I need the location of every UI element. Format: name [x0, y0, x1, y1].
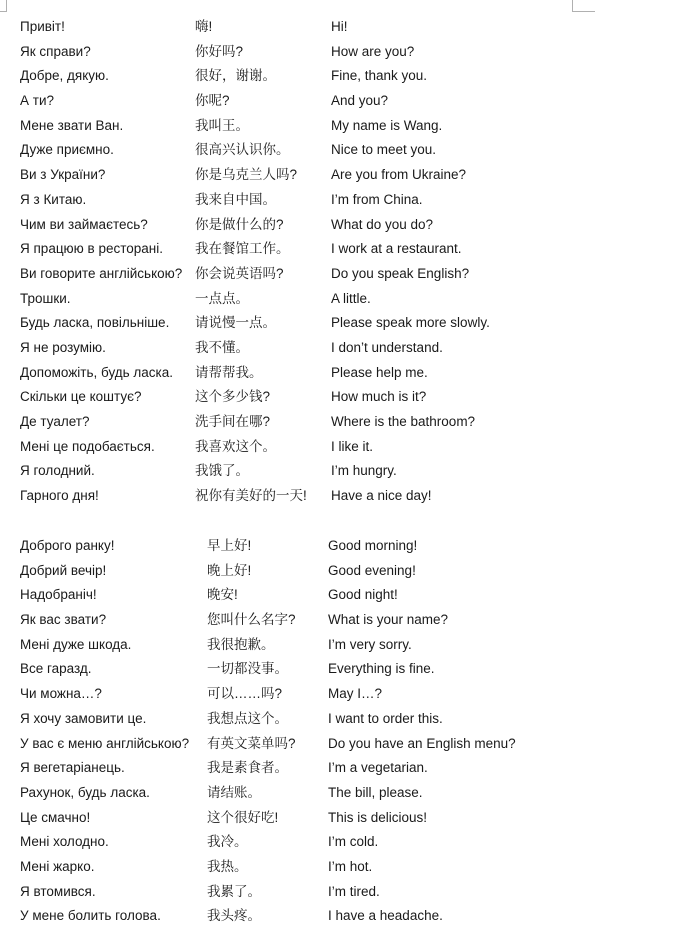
chinese-phrase: 你是做什么的? — [195, 216, 284, 232]
chinese-phrase: 这个很好吃! — [207, 809, 279, 825]
ukrainian-phrase: Чим ви займаєтесь? — [20, 216, 148, 232]
phrase-row — [20, 880, 548, 905]
chinese-phrase: 可以……吗? — [207, 686, 283, 702]
phrase-row — [20, 756, 548, 781]
phrase-row — [20, 732, 548, 757]
phrase-row — [20, 830, 548, 855]
english-phrase: Please help me. — [331, 364, 428, 380]
phrase-row — [20, 89, 551, 114]
ukrainian-phrase: Добре, дякую. — [20, 68, 109, 84]
phrase-row — [20, 608, 548, 633]
chinese-phrase: 祝你有美好的一天! — [195, 488, 307, 504]
chinese-phrase: 请帮帮我。 — [195, 364, 263, 380]
english-phrase: May I…? — [328, 686, 383, 702]
english-phrase: Fine, thank you. — [331, 68, 428, 84]
english-phrase: The bill, please. — [328, 784, 423, 800]
ukrainian-phrase: Скільки це коштує? — [20, 389, 142, 405]
chinese-phrase: 一切都没事。 — [207, 661, 288, 677]
ukrainian-phrase: Добрий вечір! — [20, 562, 107, 578]
chinese-phrase: 我累了。 — [207, 883, 261, 899]
ukrainian-phrase: А ти? — [20, 93, 54, 109]
english-phrase: Good evening! — [328, 562, 416, 578]
phrase-table-1 — [20, 15, 551, 509]
english-phrase: Are you from Ukraine? — [331, 167, 467, 183]
english-phrase: This is delicious! — [328, 809, 428, 825]
chinese-phrase: 你会说英语吗? — [195, 265, 284, 281]
english-phrase: I’m hot. — [328, 858, 373, 874]
phrase-row — [20, 114, 551, 139]
phrase-row — [20, 855, 548, 880]
ukrainian-phrase: Все гаразд. — [20, 661, 92, 677]
english-phrase: Good morning! — [328, 538, 418, 553]
english-phrase: Good night! — [328, 587, 398, 603]
phrase-row — [20, 633, 548, 658]
phrase-row — [20, 311, 551, 336]
english-phrase: I’m a vegetarian. — [328, 760, 428, 776]
phrase-row — [20, 707, 548, 732]
ukrainian-phrase: У мене болить голова. — [20, 908, 161, 924]
english-phrase: I have a headache. — [328, 908, 443, 924]
english-phrase: I like it. — [331, 438, 374, 454]
english-phrase: A little. — [331, 290, 371, 306]
chinese-phrase: 我热。 — [207, 858, 248, 874]
phrase-row — [20, 213, 551, 238]
chinese-phrase: 很好，谢谢。 — [195, 68, 276, 84]
chinese-phrase: 这个多少钱? — [195, 389, 271, 405]
ukrainian-phrase: Мені це подобається. — [20, 438, 155, 454]
english-phrase: I work at a restaurant. — [331, 241, 462, 257]
english-phrase: How much is it? — [331, 389, 427, 405]
english-phrase: Have a nice day! — [331, 488, 432, 504]
chinese-phrase: 我饿了。 — [195, 463, 249, 479]
phrase-row — [20, 904, 548, 929]
chinese-phrase: 我来自中国。 — [195, 191, 276, 207]
chinese-phrase: 我冷。 — [207, 834, 248, 850]
english-phrase: My name is Wang. — [331, 117, 443, 133]
phrase-row — [20, 781, 548, 806]
english-phrase: And you? — [331, 93, 389, 109]
ukrainian-phrase: Будь ласка, повільніше. — [20, 315, 170, 331]
phrase-row — [20, 188, 551, 213]
phrase-row — [20, 583, 548, 608]
english-phrase: What is your name? — [328, 612, 449, 628]
english-phrase: I’m tired. — [328, 883, 380, 899]
page-corner-mark-right — [572, 0, 595, 12]
ukrainian-phrase: Я вегетаріанець. — [20, 760, 125, 776]
phrase-row — [20, 64, 551, 89]
ukrainian-phrase: Як справи? — [20, 43, 91, 59]
ukrainian-phrase: Надобраніч! — [20, 587, 97, 603]
english-phrase: How are you? — [331, 43, 415, 59]
phrase-row — [20, 534, 548, 559]
chinese-phrase: 您叫什么名字? — [207, 612, 296, 628]
ukrainian-phrase: Дуже приємно. — [20, 142, 114, 158]
chinese-phrase: 晚上好! — [207, 562, 252, 578]
english-phrase: Everything is fine. — [328, 661, 435, 677]
ukrainian-phrase: Допоможіть, будь ласка. — [20, 364, 174, 380]
chinese-phrase: 我在餐馆工作。 — [195, 241, 290, 257]
phrase-row — [20, 806, 548, 831]
ukrainian-phrase: Мене звати Ван. — [20, 117, 124, 133]
phrase-row — [20, 138, 551, 163]
chinese-phrase: 你好吗? — [195, 43, 244, 59]
ukrainian-phrase: Ви говорите англійською? — [20, 265, 183, 281]
english-phrase: I’m hungry. — [331, 463, 397, 479]
phrase-row — [20, 657, 548, 682]
chinese-phrase: 我想点这个。 — [207, 710, 288, 726]
phrase-row — [20, 559, 548, 584]
phrase-row — [20, 435, 551, 460]
english-phrase: I’m cold. — [328, 834, 379, 850]
phrase-row — [20, 40, 551, 65]
chinese-phrase: 很高兴认识你。 — [195, 142, 290, 158]
english-phrase: Please speak more slowly. — [331, 315, 490, 331]
english-phrase: I want to order this. — [328, 710, 443, 726]
phrase-row — [20, 163, 551, 188]
chinese-phrase: 我叫王。 — [195, 117, 249, 133]
ukrainian-phrase: Я хочу замовити це. — [20, 710, 147, 726]
chinese-phrase: 请说慢一点。 — [195, 315, 276, 331]
phrase-row — [20, 262, 551, 287]
english-phrase: Where is the bathroom? — [331, 414, 476, 429]
chinese-phrase: 请结账。 — [207, 784, 261, 800]
phrase-row — [20, 287, 551, 312]
chinese-phrase: 你是乌克兰人吗? — [195, 167, 298, 183]
ukrainian-phrase: Доброго ранку! — [20, 538, 115, 553]
english-phrase: What do you do? — [331, 216, 434, 232]
chinese-phrase: 我是素食者。 — [207, 760, 288, 776]
phrase-row — [20, 459, 551, 484]
ukrainian-phrase: Де туалет? — [20, 414, 90, 429]
ukrainian-phrase: Чи можна…? — [20, 686, 102, 702]
chinese-phrase: 我很抱歉。 — [207, 636, 275, 652]
chinese-phrase: 我头疼。 — [207, 908, 261, 924]
english-phrase: Nice to meet you. — [331, 142, 437, 158]
chinese-phrase: 你呢? — [195, 93, 230, 109]
english-phrase: I don’t understand. — [331, 339, 443, 355]
english-phrase: Hi! — [331, 19, 348, 34]
phrase-row — [20, 385, 551, 410]
english-phrase: Do you speak English? — [331, 265, 470, 281]
phrase-row — [20, 682, 548, 707]
ukrainian-phrase: Я втомився. — [20, 883, 96, 899]
chinese-phrase: 早上好! — [207, 538, 252, 553]
ukrainian-phrase: Як вас звати? — [20, 612, 107, 628]
chinese-phrase: 晚安! — [207, 587, 238, 603]
phrase-row — [20, 237, 551, 262]
ukrainian-phrase: Я голодний. — [20, 463, 95, 479]
chinese-phrase: 有英文菜单吗? — [207, 735, 296, 751]
ukrainian-phrase: Це смачно! — [20, 809, 91, 825]
ukrainian-phrase: Привіт! — [20, 19, 65, 34]
phrase-row — [20, 15, 551, 40]
phrase-row — [20, 336, 551, 361]
ukrainian-phrase: Гарного дня! — [20, 488, 99, 504]
phrase-row — [20, 484, 551, 509]
chinese-phrase: 洗手间在哪? — [195, 414, 271, 429]
chinese-phrase: 我不懂。 — [195, 339, 249, 355]
english-phrase: I’m very sorry. — [328, 636, 412, 652]
ukrainian-phrase: Рахунок, будь ласка. — [20, 784, 150, 800]
ukrainian-phrase: Я з Китаю. — [20, 191, 87, 207]
english-phrase: I’m from China. — [331, 191, 423, 207]
ukrainian-phrase: Мені холодно. — [20, 834, 109, 850]
ukrainian-phrase: У вас є меню англійською? — [20, 735, 190, 751]
chinese-phrase: 我喜欢这个。 — [195, 438, 276, 454]
ukrainian-phrase: Мені дуже шкода. — [20, 636, 132, 652]
english-phrase: Do you have an English menu? — [328, 735, 516, 751]
phrase-table-2 — [20, 534, 548, 929]
ukrainian-phrase: Ви з України? — [20, 167, 106, 183]
chinese-phrase: 一点点。 — [195, 290, 249, 306]
ukrainian-phrase: Трошки. — [20, 290, 71, 306]
ukrainian-phrase: Я не розумію. — [20, 339, 106, 355]
chinese-phrase: 嗨! — [195, 19, 213, 34]
phrase-row — [20, 410, 551, 435]
page-corner-mark-left — [0, 0, 7, 12]
ukrainian-phrase: Я працюю в ресторані. — [20, 241, 164, 257]
phrase-row — [20, 361, 551, 386]
ukrainian-phrase: Мені жарко. — [20, 858, 95, 874]
